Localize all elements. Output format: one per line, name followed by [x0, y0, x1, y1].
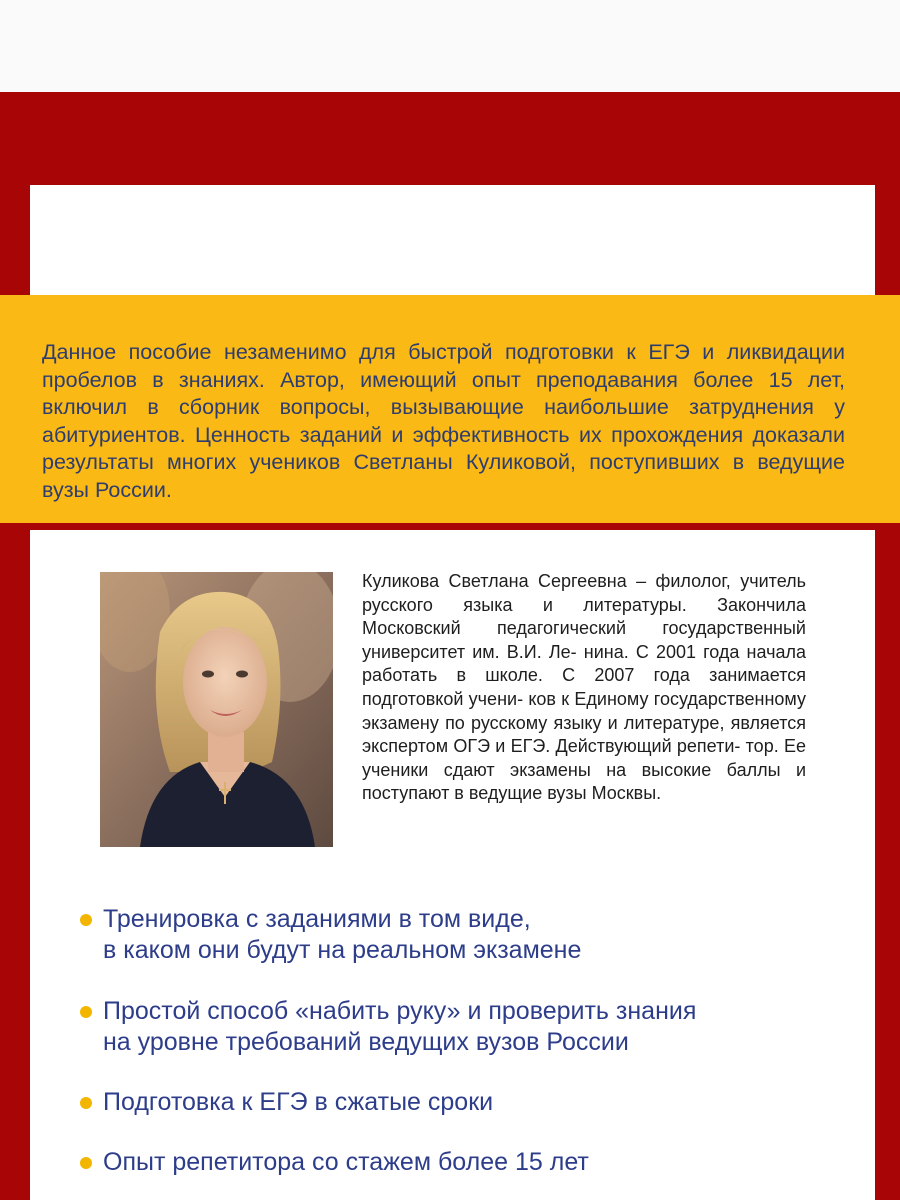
feature-item: [72, 1087, 872, 1118]
feature-list: [72, 904, 872, 1178]
author-photo: [100, 572, 333, 847]
white-panel-top: [30, 185, 875, 300]
book-description: [42, 339, 845, 504]
bullet-dot-icon: [80, 1006, 92, 1018]
author-bio: [362, 570, 806, 806]
author-portrait-icon: [100, 572, 333, 847]
feature-item: [72, 904, 872, 966]
bio-line: ков к Единому государственному экзамену: [362, 688, 806, 733]
bio-line: нина. С 2001 года начала работать в школе.: [362, 641, 806, 686]
description-line: у абитуриентов. Ценность заданий и эффективность их прохождения: [42, 395, 845, 447]
bullet-dot-icon: [80, 1157, 92, 1169]
description-line: в ведущие вузы России.: [42, 450, 845, 502]
bio-line: государственный университет им. В.И. Ле-: [362, 618, 806, 662]
bio-line: Закончила Московский педагогический: [362, 594, 806, 639]
bio-line: Куликова Светлана Сергеевна – филолог,: [362, 571, 731, 591]
feature-line: Подготовка к ЕГЭ в сжатые сроки: [103, 1088, 494, 1116]
bullet-dot-icon: [80, 1097, 92, 1109]
bio-line: учитель русского языка и литературы.: [362, 571, 806, 615]
feature-line: в каком они будут на реальном экзамене: [103, 936, 582, 964]
feature-line: на уровне требований ведущих вузов России: [103, 1028, 629, 1056]
bio-line: по русскому языку и литературе, является: [445, 712, 806, 733]
feature-item: [72, 1147, 872, 1178]
bio-line: С 2007 года занимается подготовкой учени-: [362, 665, 806, 709]
bio-line: тор. Ее ученики сдают экзамены на высокие: [362, 736, 806, 780]
bullet-dot-icon: [80, 914, 92, 926]
top-strip: [0, 0, 900, 92]
feature-line: Тренировка с заданиями в том виде,: [103, 905, 531, 933]
bio-line: баллы и поступают в ведущие вузы Москвы.: [362, 759, 806, 804]
feature-line: Опыт репетитора со стажем более 15 лет: [103, 1148, 589, 1176]
description-line: включил в сборник вопросы, вызывающие наибольшие затруднения: [42, 395, 814, 419]
bio-line: экспертом ОГЭ и ЕГЭ. Действующий репети-: [362, 736, 741, 757]
feature-item: [72, 996, 872, 1058]
description-line: пробелов в знаниях. Автор, имеющий опыт преподавания более 15 лет,: [42, 367, 845, 392]
feature-line: Простой способ «набить руку» и проверить знания: [103, 997, 697, 1025]
description-line: Данное пособие незаменимо для быстрой подготовки к ЕГЭ и ликвидации: [42, 340, 845, 364]
description-line: доказали результаты многих учеников Светланы Куликовой, поступивших: [42, 422, 845, 474]
